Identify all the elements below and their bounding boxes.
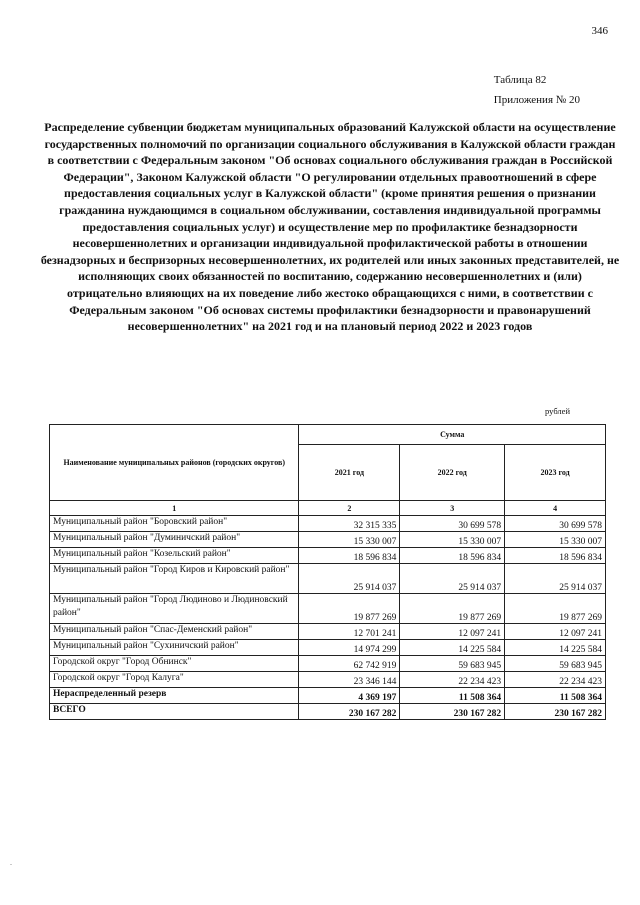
- row-name: Муниципальный район "Сухиничский район": [50, 640, 299, 656]
- sum-column-header: Сумма: [299, 425, 606, 445]
- value-2023: 30 699 578: [505, 516, 606, 532]
- value-2023: 14 225 584: [505, 640, 606, 656]
- value-2022: 19 877 269: [400, 594, 505, 624]
- value-2023: 22 234 423: [505, 672, 606, 688]
- value-2022: 18 596 834: [400, 548, 505, 564]
- table-row: [50, 640, 606, 656]
- table-row: [50, 532, 606, 548]
- value-2021: 4 369 197: [299, 688, 400, 704]
- row-name: Городской округ "Город Калуга": [50, 672, 299, 688]
- value-2021: 25 914 037: [299, 564, 400, 594]
- value-2021: 15 330 007: [299, 532, 400, 548]
- value-2022: 22 234 423: [400, 672, 505, 688]
- table-row: [50, 672, 606, 688]
- row-name: Муниципальный район "Козельский район": [50, 548, 299, 564]
- value-2022: 25 914 037: [400, 564, 505, 594]
- appendix-number: Приложения № 20: [493, 94, 580, 106]
- value-2022: 59 683 945: [400, 656, 505, 672]
- value-2023: 18 596 834: [505, 548, 606, 564]
- table-row: [50, 656, 606, 672]
- column-number: 3: [400, 501, 505, 516]
- table-row: [50, 594, 606, 624]
- value-2023: 12 097 241: [505, 624, 606, 640]
- value-2021: 19 877 269: [299, 594, 400, 624]
- value-2023: 59 683 945: [505, 656, 606, 672]
- value-2021: 14 974 299: [299, 640, 400, 656]
- value-2022: 15 330 007: [400, 532, 505, 548]
- table-number: Таблица 82: [493, 74, 547, 86]
- column-number: 4: [505, 501, 606, 516]
- value-2022: 11 508 364: [400, 688, 505, 704]
- year-header-2021: 2021 год: [299, 445, 400, 501]
- value-2023: 25 914 037: [505, 564, 606, 594]
- value-2022: 12 097 241: [400, 624, 505, 640]
- value-2023: 15 330 007: [505, 532, 606, 548]
- row-name: Нераспределенный резерв: [50, 688, 299, 704]
- value-2021: 230 167 282: [299, 704, 400, 720]
- value-2022: 230 167 282: [400, 704, 505, 720]
- table-row: [50, 516, 606, 532]
- year-header-2023: 2023 год: [505, 445, 606, 501]
- value-2021: 32 315 335: [299, 516, 400, 532]
- row-name: Муниципальный район "Город Людиново и Людиновский район": [50, 594, 299, 624]
- value-2021: 12 701 241: [299, 624, 400, 640]
- row-name: ВСЕГО: [50, 704, 299, 720]
- table-row: [50, 624, 606, 640]
- value-2021: 18 596 834: [299, 548, 400, 564]
- scan-mark: .: [10, 858, 12, 867]
- row-name: Муниципальный район "Город Киров и Кировский район": [50, 564, 299, 594]
- value-2022: 30 699 578: [400, 516, 505, 532]
- table-reference: [494, 70, 580, 110]
- value-2023: 230 167 282: [505, 704, 606, 720]
- table-row: [50, 548, 606, 564]
- total-row: [50, 704, 606, 720]
- name-column-header: Наименование муниципальных районов (городских округов): [50, 425, 299, 501]
- value-2021: 23 346 144: [299, 672, 400, 688]
- column-number: 1: [50, 501, 299, 516]
- year-header-2022: 2022 год: [400, 445, 505, 501]
- subvention-table: [49, 424, 606, 720]
- page-number: 346: [591, 25, 608, 37]
- row-name: Муниципальный район "Думиничский район": [50, 532, 299, 548]
- table-row: [50, 564, 606, 594]
- units-label: рублей: [545, 406, 570, 416]
- document-title: Распределение субвенции бюджетам муниципальных образований Калужской области на осуществление государственных полномочий по организации социального обслуживания в Калужской области граждан в соответствии с Федеральным законом "Об основах социального обслуживания граждан в Российской Федерации", Законом Калужской области "О регулировании отдельных правоотношений в сфере предоставления социальных услуг в Калужской области" (кроме принятия решения о признании гражданина нуждающимся в социальном обслуживании, составления индивидуальной программы предоставления социальных услуг) и осуществление мер по профилактике безнадзорности несовершеннолетних и организации индивидуальной профилактической работы в отношении безнадзорных и беспризорных несовершеннолетних, их родителей или иных законных представителей, не исполняющих своих обязанностей по воспитанию, содержанию несовершеннолетних и (или) отрицательно влияющих на их поведение либо жестоко обращающихся с ними, в соответствии с Федеральным законом "Об основах системы профилактики безнадзорности и правонарушений несовершеннолетних" на 2021 год и на плановый период 2022 и 2023 годов: [40, 120, 620, 334]
- value-2021: 62 742 919: [299, 656, 400, 672]
- row-name: Муниципальный район "Боровский район": [50, 516, 299, 532]
- value-2022: 14 225 584: [400, 640, 505, 656]
- reserve-row: [50, 688, 606, 704]
- row-name: Городской округ "Город Обнинск": [50, 656, 299, 672]
- column-number: 2: [299, 501, 400, 516]
- value-2023: 11 508 364: [505, 688, 606, 704]
- row-name: Муниципальный район "Спас-Деменский район": [50, 624, 299, 640]
- value-2023: 19 877 269: [505, 594, 606, 624]
